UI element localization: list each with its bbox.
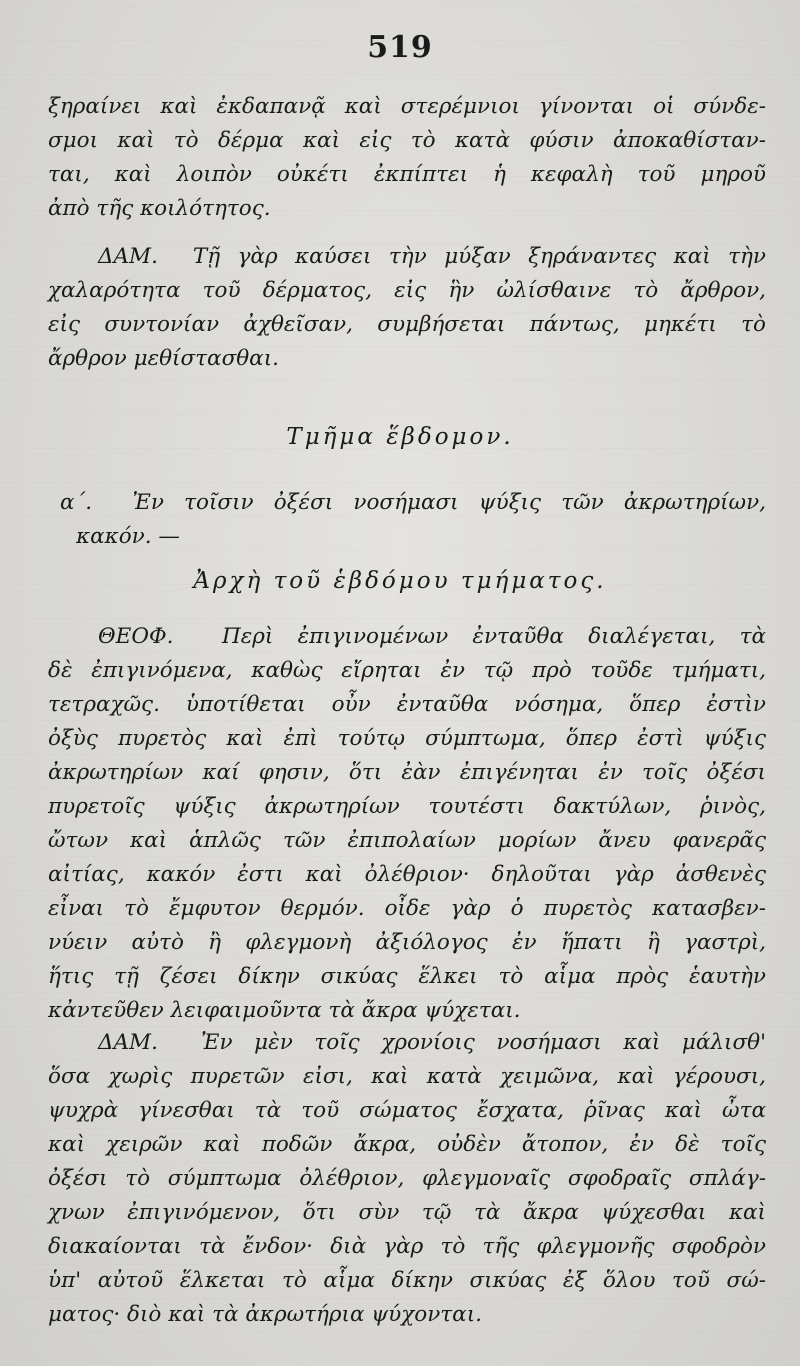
text-line: διακαίονται τὰ ἔνδον· διὰ γὰρ τὸ τῆς φλεγμονῆς σφοδρὸν <box>48 1234 766 1259</box>
text-line: νύειν αὐτὸ ἢ φλεγμονὴ ἀξιόλογος ἐν ἥπατι ἢ γαστρὶ, <box>48 930 766 955</box>
line-text: Τῇ γὰρ καύσει τὴν μύξαν ξηράναντες καὶ τὴν <box>192 244 766 269</box>
paragraph-1 <box>48 90 766 226</box>
text-line: ὑπ' αὐτοῦ ἕλκεται τὸ αἷμα δίκην σικύας ἐξ ὅλου τοῦ σώ- <box>48 1268 766 1293</box>
section-heading: Τμῆμα ἕβδομον. <box>286 424 514 450</box>
paragraph-2 <box>48 240 766 376</box>
text-line: σμοι καὶ τὸ δέρμα καὶ εἰς τὸ κατὰ φύσιν ἀποκαθίσταν- <box>48 128 766 153</box>
text-line: ἀπὸ τῆς κοιλότητος. <box>48 196 271 221</box>
line-text: Ἐν τοῖσιν ὀξέσι νοσήμασι ψύξις τῶν ἀκρωτηρίων, <box>132 490 766 515</box>
text-line: κἀντεῦθεν λειφαιμοῦντα τὰ ἄκρα ψύχεται. <box>48 998 521 1023</box>
text-line: εἰς συντονίαν ἀχθεῖσαν, συμβήσεται πάντως, μηκέτι τὸ <box>48 312 766 337</box>
text-line: ματος· διὸ καὶ τὰ ἀκρωτήρια ψύχονται. <box>48 1302 482 1327</box>
text-line: εἶναι τὸ ἔμφυτον θερμόν. οἶδε γὰρ ὁ πυρετὸς κατασβεν- <box>48 896 766 921</box>
line-text: Ἐν μὲν τοῖς χρονίοις νοσήμασι καὶ μάλισθ' <box>201 1030 766 1055</box>
text-line: ἄρθρον μεθίστασθαι. <box>48 346 279 371</box>
text-line: ται, καὶ λοιπὸν οὐκέτι ἐκπίπτει ἡ κεφαλὴ τοῦ μηροῦ <box>48 162 766 187</box>
text-line: χνων ἐπιγινόμενον, ὅτι σὺν τῷ τὰ ἄκρα ψύχεσθαι καὶ <box>48 1200 766 1225</box>
text-line: πυρετοῖς ψύξις ἀκρωτηρίων τουτέστι δακτύλων, ῥινὸς, <box>48 794 766 819</box>
text-line: τετραχῶς. ὑποτίθεται οὖν ἐνταῦθα νόσημα, ὅπερ ἐστὶν <box>48 692 766 717</box>
text-line: αἰτίας, κακόν ἐστι καὶ ὀλέθριον· δηλοῦται γὰρ ἀσθενὲς <box>48 862 766 887</box>
text-line: ἀκρωτηρίων καί φησιν, ὅτι ἐὰν ἐπιγένηται ἐν τοῖς ὀξέσι <box>48 760 766 785</box>
text-line: ὀξὺς πυρετὸς καὶ ἐπὶ τούτῳ σύμπτωμα, ὅπερ ἐστὶ ψύξις <box>48 726 766 751</box>
text-line <box>48 240 766 274</box>
text-line: ὅσα χωρὶς πυρετῶν εἰσι, καὶ κατὰ χειμῶνα, καὶ γέρουσι, <box>48 1064 766 1089</box>
text-line: καὶ χειρῶν καὶ ποδῶν ἄκρα, οὐδὲν ἄτοπον, ἐν δὲ τοῖς <box>48 1132 766 1157</box>
speaker-label: ΔΑΜ. <box>98 244 158 269</box>
text-line: ξηραίνει καὶ ἐκδαπανᾷ καὶ στερέμνιοι γίνονται οἱ σύνδε- <box>48 94 766 119</box>
paragraph-dam <box>48 1026 766 1332</box>
text-line: ψυχρὰ γίνεσθαι τὰ τοῦ σώματος ἔσχατα, ῥῖνας καὶ ὦτα <box>48 1098 766 1123</box>
page-number: 519 <box>367 30 433 65</box>
text-line <box>48 1026 766 1060</box>
text-line: κακόν. — <box>76 524 180 549</box>
paragraph-theoph <box>48 620 766 1028</box>
speaker-label: ΘΕΟΦ. <box>98 624 174 649</box>
section-subheading: Ἀρχὴ τοῦ ἑβδόμου τμήματος. <box>193 568 607 594</box>
text-line: ὤτων καὶ ἁπλῶς τῶν ἐπιπολαίων μορίων ἄνευ φανερᾶς <box>48 828 766 853</box>
line-text: Περὶ ἐπιγινομένων ἐνταῦθα διαλέγεται, τὰ <box>221 624 767 649</box>
speaker-label: ΔΑΜ. <box>98 1030 158 1055</box>
aphorism-number: α΄. <box>60 490 93 515</box>
text-line <box>48 620 766 654</box>
text-line <box>48 486 766 520</box>
text-line: ὀξέσι τὸ σύμπτωμα ὀλέθριον, φλεγμοναῖς σφοδραῖς σπλάγ- <box>48 1166 766 1191</box>
text-line: χαλαρότητα τοῦ δέρματος, εἰς ἣν ὠλίσθαινε τὸ ἄρθρον, <box>48 278 766 303</box>
text-line: ἥτις τῇ ζέσει δίκην σικύας ἕλκει τὸ αἷμα πρὸς ἑαυτὴν <box>48 964 766 989</box>
aphorism <box>48 486 766 554</box>
text-line: δὲ ἐπιγινόμενα, καθὼς εἴρηται ἐν τῷ πρὸ τοῦδε τμήματι, <box>48 658 766 683</box>
